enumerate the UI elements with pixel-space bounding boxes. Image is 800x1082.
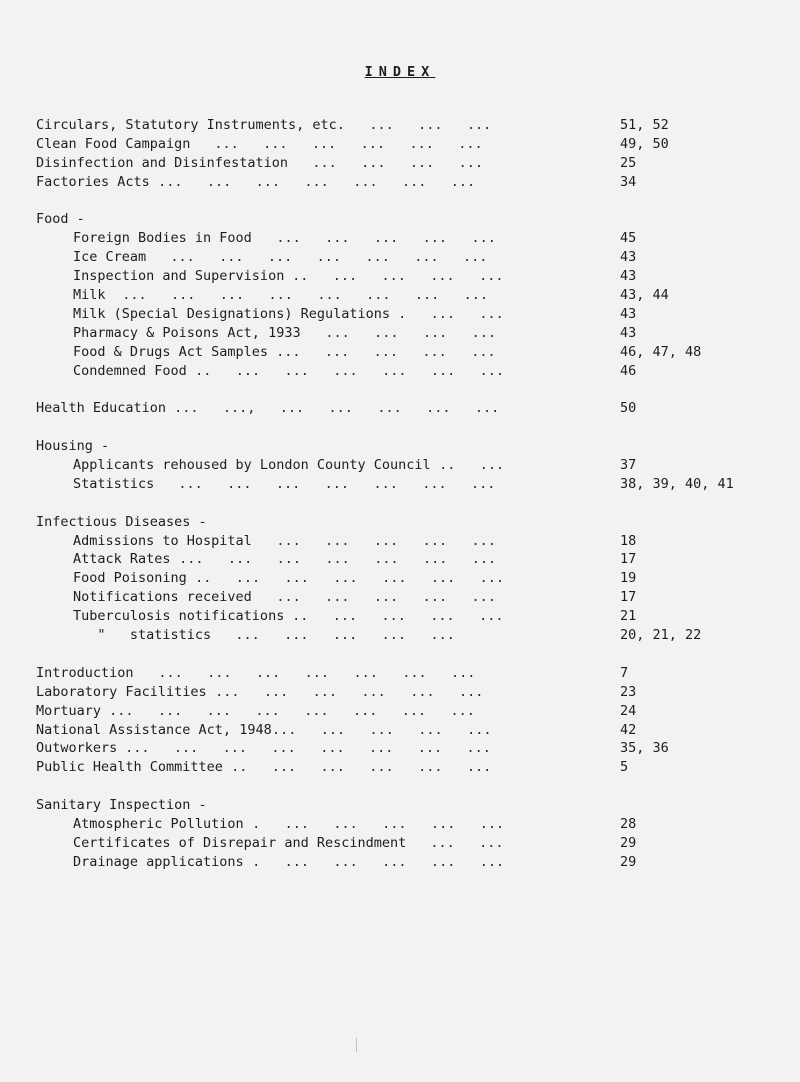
entry-label: Milk (Special Designations) Regulations bbox=[73, 305, 390, 322]
dot-leader: ... ... ... ... ... ... ... ... bbox=[117, 740, 491, 757]
entry-label: Applicants rehoused by London County Council bbox=[73, 457, 431, 474]
entry-label: Circulars, Statutory Instruments, etc. bbox=[36, 117, 345, 133]
index-subentry bbox=[36, 815, 796, 834]
page-numbers: 50 bbox=[620, 400, 637, 417]
entry-label: Certificates of Disrepair and Rescindment bbox=[73, 834, 407, 851]
index-subentry bbox=[36, 588, 796, 607]
index-entry bbox=[36, 437, 796, 456]
index-entry bbox=[36, 721, 796, 740]
entry-label: Notifications received bbox=[73, 589, 252, 606]
entry-label: Sanitary Inspection - bbox=[36, 797, 207, 814]
entry-label: Laboratory Facilities bbox=[36, 683, 207, 700]
dot-leader: ... ... bbox=[406, 834, 504, 851]
page-numbers: 37 bbox=[620, 457, 637, 474]
page-numbers: 45 bbox=[620, 230, 637, 247]
page-numbers: 23 bbox=[620, 683, 637, 700]
entry-label: Statistics bbox=[73, 475, 155, 492]
index-subentry bbox=[36, 626, 796, 645]
page-numbers: 43 bbox=[620, 305, 637, 322]
entry-label: Milk bbox=[73, 287, 106, 304]
dot-leader: ... ... ... ... bbox=[301, 324, 497, 341]
entry-label: Ice Cream bbox=[73, 249, 147, 266]
entry-label: Pharmacy & Poisons Act, 1933 bbox=[73, 324, 301, 341]
entry-label: Factories Acts bbox=[36, 173, 150, 190]
spacer bbox=[36, 418, 796, 437]
index-entry bbox=[36, 399, 796, 418]
index-subentry bbox=[36, 550, 796, 569]
dot-leader: ... ... ... ... ... ... ... ... bbox=[106, 287, 489, 304]
index-entry bbox=[36, 116, 796, 135]
page-numbers: 49, 50 bbox=[620, 135, 669, 152]
page-numbers: 43 bbox=[620, 324, 637, 341]
entry-label: Disinfection and Disinfestation bbox=[36, 154, 288, 171]
page-numbers: 19 bbox=[620, 570, 637, 587]
dot-leader: .. ... ... ... ... bbox=[284, 268, 504, 285]
index-subentry bbox=[36, 305, 796, 324]
page-numbers: 25 bbox=[620, 154, 637, 171]
index-entry bbox=[36, 796, 796, 815]
index-subentry bbox=[36, 475, 796, 494]
index-subentry bbox=[36, 267, 796, 286]
page-title: INDEX bbox=[364, 64, 436, 80]
index-subentry bbox=[36, 324, 796, 343]
page-numbers: 35, 36 bbox=[620, 740, 669, 757]
spacer bbox=[36, 192, 796, 211]
page-numbers: 46 bbox=[620, 362, 637, 379]
dot-leader: .. ... ... ... ... ... bbox=[223, 759, 492, 776]
entry-label: Clean Food Campaign bbox=[36, 135, 191, 152]
dot-leader: . ... ... bbox=[390, 305, 504, 322]
page-numbers: 18 bbox=[620, 532, 637, 549]
spacer bbox=[36, 380, 796, 399]
dot-leader: ... ... ... ... ... bbox=[211, 627, 455, 644]
page-numbers: 17 bbox=[620, 551, 637, 568]
entry-label: Admissions to Hospital bbox=[73, 532, 252, 549]
entry-label: Infectious Diseases - bbox=[36, 513, 207, 530]
index-entry bbox=[36, 513, 796, 532]
page-numbers: 5 bbox=[620, 759, 629, 776]
page-numbers: 24 bbox=[620, 702, 637, 719]
dot-leader: ... ... ... bbox=[345, 117, 492, 133]
entry-label: Atmospheric Pollution bbox=[73, 815, 244, 832]
spacer bbox=[36, 494, 796, 513]
page-numbers: 7 bbox=[620, 664, 629, 681]
index-subentry bbox=[36, 229, 796, 248]
entry-label: Foreign Bodies in Food bbox=[73, 230, 252, 247]
entry-label: Condemned Food bbox=[73, 362, 187, 379]
index-entry bbox=[36, 173, 796, 192]
index-subentry bbox=[36, 569, 796, 588]
page-numbers: 43 bbox=[620, 268, 637, 285]
dot-leader: . ... ... ... ... ... bbox=[244, 815, 505, 832]
dot-leader: .. ... ... ... ... bbox=[284, 608, 504, 625]
page-numbers: 20, 21, 22 bbox=[620, 627, 702, 644]
index-subentry bbox=[36, 248, 796, 267]
dot-leader: ... ..., ... ... ... ... ... bbox=[166, 400, 500, 417]
page-numbers: 29 bbox=[620, 853, 637, 870]
page-numbers: 17 bbox=[620, 589, 637, 606]
dot-leader: ... ... ... ... ... ... ... bbox=[171, 551, 497, 568]
dot-leader: .. ... bbox=[431, 457, 505, 474]
index-entry bbox=[36, 154, 796, 173]
dot-leader: ... ... ... ... ... ... ... bbox=[146, 249, 488, 266]
entry-label: Public Health Committee bbox=[36, 759, 223, 776]
entry-label: Food & Drugs Act Samples bbox=[73, 343, 269, 360]
index-subentry bbox=[36, 362, 796, 381]
page-numbers: 51, 52 bbox=[620, 117, 669, 133]
entry-label: Inspection and Supervision bbox=[73, 268, 285, 285]
dot-leader: ... ... ... ... ... ... ... bbox=[134, 664, 476, 681]
dot-leader: ... ... ... ... ... bbox=[268, 343, 496, 360]
entry-label: National Assistance Act, 1948 bbox=[36, 721, 272, 738]
entry-label: Housing - bbox=[36, 438, 110, 455]
index-subentry bbox=[36, 532, 796, 551]
page-numbers: 42 bbox=[620, 721, 637, 738]
page-numbers: 38, 39, 40, 41 bbox=[620, 475, 734, 492]
page-numbers: 43 bbox=[620, 249, 637, 266]
dot-leader: ... ... ... ... ... bbox=[252, 532, 496, 549]
dot-leader: ... ... ... ... ... ... bbox=[207, 683, 484, 700]
dot-leader: ... ... ... ... ... ... ... bbox=[150, 173, 476, 190]
index-subentry bbox=[36, 607, 796, 626]
dot-leader: .. ... ... ... ... ... ... bbox=[187, 362, 504, 379]
index-subentry bbox=[36, 286, 796, 305]
index-entry bbox=[36, 683, 796, 702]
index-entry bbox=[36, 758, 796, 777]
entry-label: Food - bbox=[36, 211, 85, 228]
entry-label: Health Education bbox=[36, 400, 167, 417]
dot-leader: ... ... ... ... ... ... bbox=[190, 135, 483, 152]
entry-label: Food Poisoning bbox=[73, 570, 187, 587]
index-entry bbox=[36, 664, 796, 683]
spacer bbox=[36, 645, 796, 664]
index-subentry bbox=[36, 343, 796, 362]
entry-label: Mortuary bbox=[36, 702, 102, 719]
index-entry bbox=[36, 135, 796, 154]
entry-label: Outworkers bbox=[36, 740, 118, 757]
dot-leader: .. ... ... ... ... ... ... bbox=[187, 570, 504, 587]
page-numbers: 43, 44 bbox=[620, 287, 669, 304]
index-entries bbox=[36, 116, 796, 872]
spacer bbox=[36, 777, 796, 796]
dot-leader: ... ... ... ... bbox=[288, 154, 484, 171]
index-entry bbox=[36, 739, 796, 758]
page-mark bbox=[356, 1038, 357, 1052]
page-numbers: 28 bbox=[620, 815, 637, 832]
dot-leader: ... ... ... ... ... ... ... bbox=[154, 475, 496, 492]
dot-leader: ... ... ... ... ... bbox=[272, 721, 492, 738]
dot-leader: ... ... ... ... ... ... ... ... bbox=[101, 702, 475, 719]
index-entry bbox=[36, 210, 796, 229]
entry-label: " statistics bbox=[73, 627, 212, 644]
page-numbers: 34 bbox=[620, 173, 637, 190]
index-entry bbox=[36, 702, 796, 721]
dot-leader: . ... ... ... ... ... bbox=[244, 853, 505, 870]
entry-label: Introduction bbox=[36, 664, 134, 681]
index-subentry bbox=[36, 456, 796, 475]
entry-label: Tuberculosis notifications bbox=[73, 608, 285, 625]
entry-label: Drainage applications bbox=[73, 853, 244, 870]
page-numbers: 46, 47, 48 bbox=[620, 343, 702, 360]
dot-leader: ... ... ... ... ... bbox=[252, 589, 496, 606]
index-subentry bbox=[36, 853, 796, 872]
page-numbers: 29 bbox=[620, 834, 637, 851]
dot-leader: ... ... ... ... ... bbox=[252, 230, 496, 247]
page-numbers: 21 bbox=[620, 608, 637, 625]
index-subentry bbox=[36, 834, 796, 853]
entry-label: Attack Rates bbox=[73, 551, 171, 568]
